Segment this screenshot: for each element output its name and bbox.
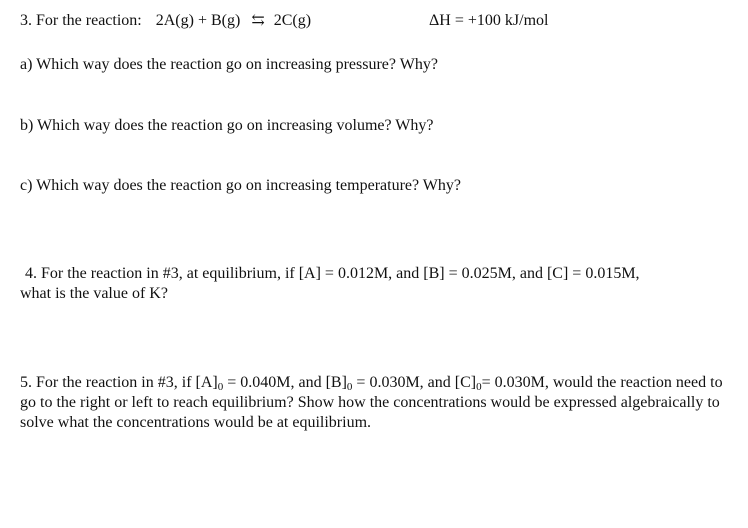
question-5	[20, 373, 735, 433]
equation-reactants: 2A(g) + B(g)	[155, 12, 241, 29]
subscript-c0: 0	[476, 381, 482, 393]
question-4	[20, 264, 735, 304]
question-3-label: 3. For the reaction:	[20, 12, 142, 29]
subscript-b0: 0	[346, 381, 353, 393]
question-5-text-3: = 0.030M, and [C]	[352, 374, 477, 391]
question-5-text-4: = 0.030M, would the reaction need to go to the right or left to reach equilibrium? Show how the concentrations would be expressed algebraically to solve what the concentrations would be at equilibrium.	[20, 374, 723, 431]
equation-products: 2C(g)	[273, 12, 312, 29]
enthalpy-change: ΔH = +100 kJ/mol	[429, 12, 549, 29]
subscript-a0: 0	[217, 381, 224, 393]
question-4-line-1: 4. For the reaction in #3, at equilibrium, if [A] = 0.012M, and [B] = 0.025M, and [C] = 0.015M,	[25, 265, 640, 282]
question-3-heading	[20, 11, 549, 31]
question-3b: b) Which way does the reaction go on increasing volume? Why?	[20, 117, 434, 134]
question-3a: a) Which way does the reaction go on increasing pressure? Why?	[20, 56, 438, 73]
question-5-text-1: 5. For the reaction in #3, if [A]	[20, 374, 218, 391]
question-3c: c) Which way does the reaction go on increasing temperature? Why?	[20, 177, 462, 194]
question-4-line-2: what is the value of K?	[20, 285, 168, 302]
equilibrium-arrow-icon: ⇆	[251, 12, 265, 29]
question-5-text-2: = 0.040M, and [B]	[223, 374, 347, 391]
